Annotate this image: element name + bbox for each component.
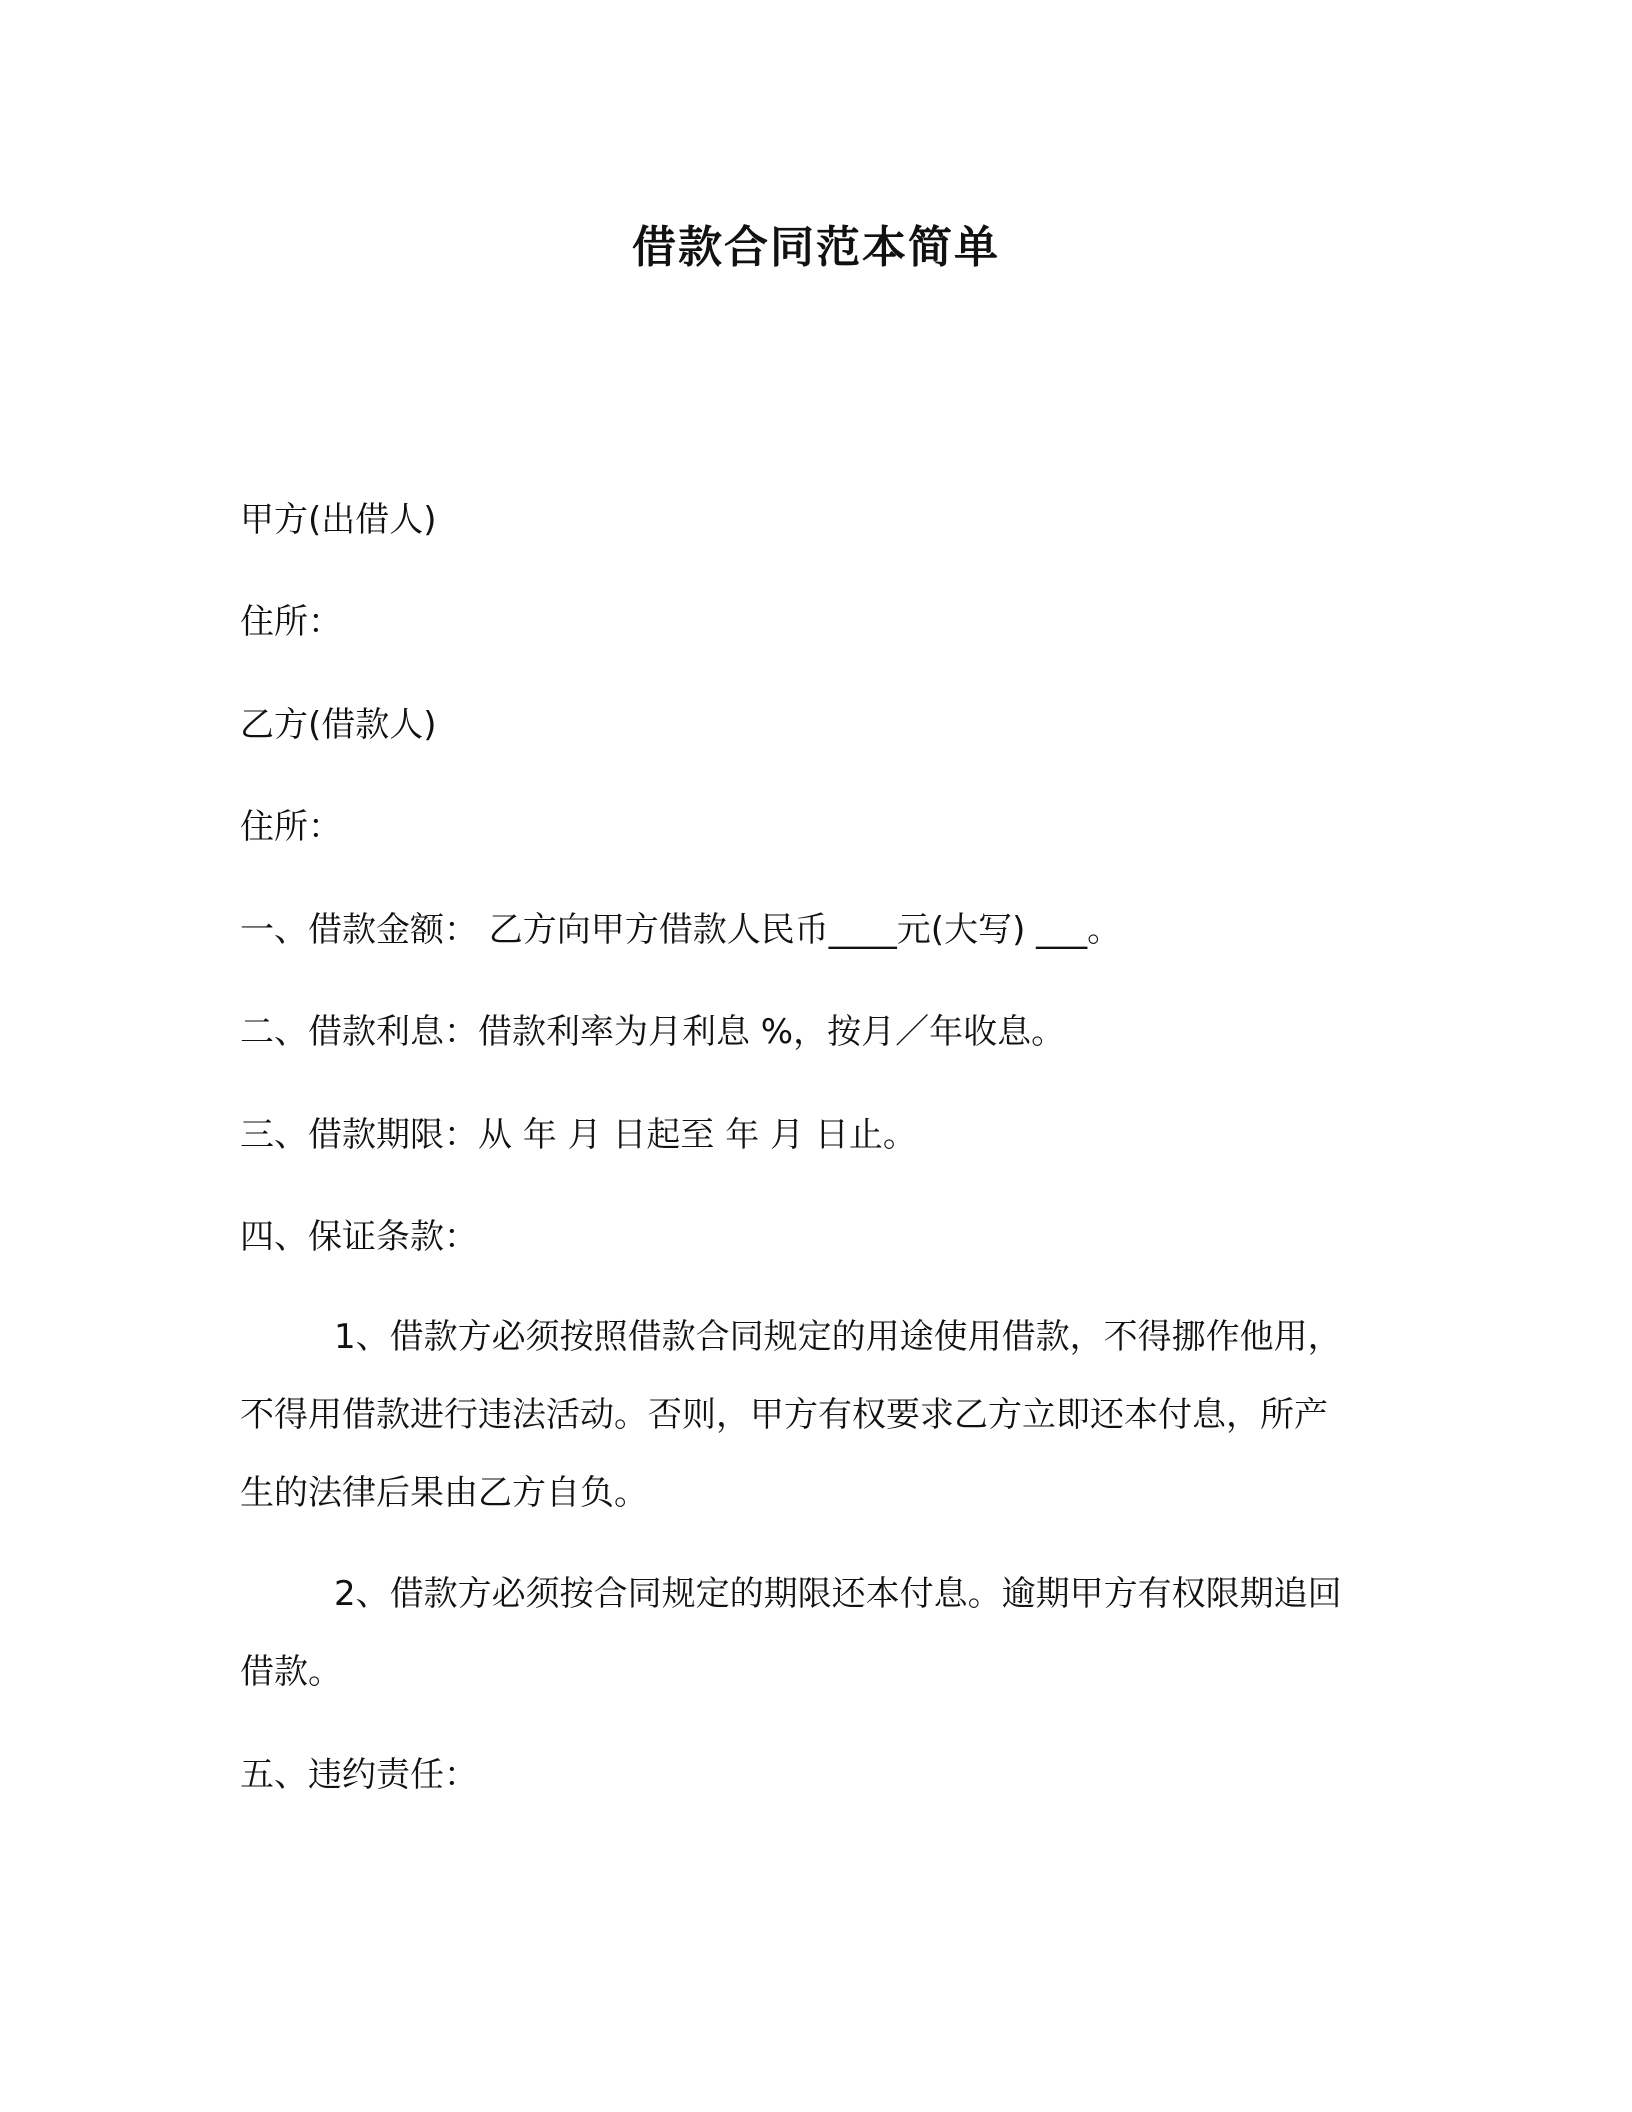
guarantee-item-2: 2、借款方必须按合同规定的期限还本付息。逾期甲方有权限期追回借款。 [240,1574,1342,1692]
clause-loan-term: 三、借款期限：从 年 月 日起至 年 月 日止。 [240,1115,917,1155]
clause-breach-heading: 五、违约责任： [240,1755,478,1795]
party-b-label: 乙方(借款人) [240,705,437,745]
party-a-address: 住所： [240,602,342,642]
guarantee-item-1: 1、借款方必须按照借款合同规定的用途使用借款，不得挪作他用，不得用借款进行违法活动。否则，甲方有权要求乙方立即还本付息，所产生的法律后果由乙方自负。 [240,1317,1342,1513]
document-title: 借款合同范本简单 [632,222,1000,273]
party-a-label: 甲方(出借人) [240,500,437,540]
party-b-address: 住所： [240,807,342,847]
clause-loan-amount: 一、借款金额： 乙方向甲方借款人民币____元(大写) ___。 [240,910,1122,950]
clause-guarantee-heading: 四、保证条款： [240,1217,478,1257]
clause-loan-interest: 二、借款利息：借款利率为月利息 %，按月／年收息。 [240,1012,1066,1052]
